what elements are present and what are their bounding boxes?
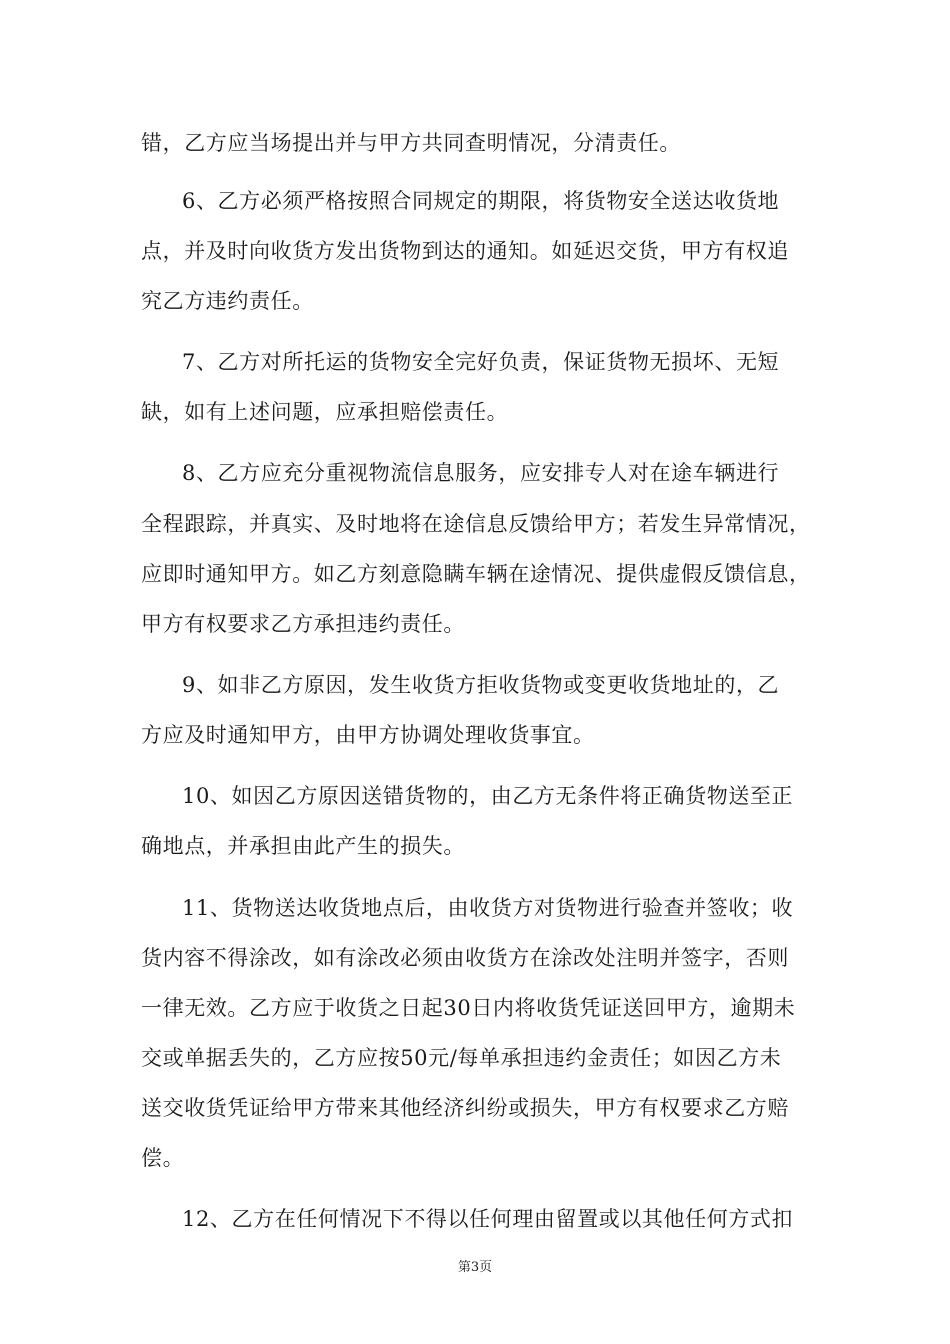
paragraph-line: 偿。: [141, 1146, 185, 1170]
paragraph-line: 一律无效。乙方应于收货之日起30日内将收货凭证送回甲方，逾期未: [141, 996, 796, 1020]
paragraph-line: 全程跟踪，并真实、及时地将在途信息反馈给甲方；若发生异常情况，: [141, 512, 811, 536]
paragraph-line: 12、乙方在任何情况下不得以任何理由留置或以其他任何方式扣: [182, 1207, 794, 1231]
paragraph-line: 确地点，并承担由此产生的损失。: [141, 834, 465, 858]
paragraph-line: 方应及时通知甲方，由甲方协调处理收货事宜。: [141, 723, 595, 747]
paragraph-line: 错，乙方应当场提出并与甲方共同查明情况，分清责任。: [141, 131, 681, 155]
paragraph-line: 点，并及时向收货方发出货物到达的通知。如延迟交货，甲方有权追: [141, 239, 789, 263]
paragraph-line: 送交收货凭证给甲方带来其他经济纠纷或损失，甲方有权要求乙方赔: [141, 1096, 789, 1120]
paragraph-line: 交或单据丢失的，乙方应按50元/每单承担违约金责任；如因乙方未: [141, 1046, 782, 1070]
paragraph-line: 11、货物送达收货地点后，由收货方对货物进行验查并签收；收: [182, 896, 794, 920]
paragraph-line: 10、如因乙方原因送错货物的，由乙方无条件将正确货物送至正: [182, 784, 794, 808]
paragraph-line: 9、如非乙方原因，发生收货方拒收货物或变更收货地址的，乙: [182, 673, 780, 697]
paragraph-line: 应即时通知甲方。如乙方刻意隐瞒车辆在途情况、提供虚假反馈信息，: [141, 562, 811, 586]
paragraph-line: 8、乙方应充分重视物流信息服务，应安排专人对在途车辆进行: [182, 461, 780, 485]
paragraph-line: 6、乙方必须严格按照合同规定的期限，将货物安全送达收货地: [182, 189, 780, 213]
paragraph-line: 甲方有权要求乙方承担违约责任。: [141, 612, 465, 636]
paragraph-line: 究乙方违约责任。: [141, 289, 314, 313]
paragraph-line: 缺，如有上述问题，应承担赔偿责任。: [141, 400, 509, 424]
paragraph-line: 7、乙方对所托运的货物安全完好负责，保证货物无损坏、无短: [182, 350, 780, 374]
paragraph-line: 货内容不得涂改，如有涂改必须由收货方在涂改处注明并签字，否则: [141, 946, 789, 970]
page-number: 第3页: [457, 1260, 493, 1275]
